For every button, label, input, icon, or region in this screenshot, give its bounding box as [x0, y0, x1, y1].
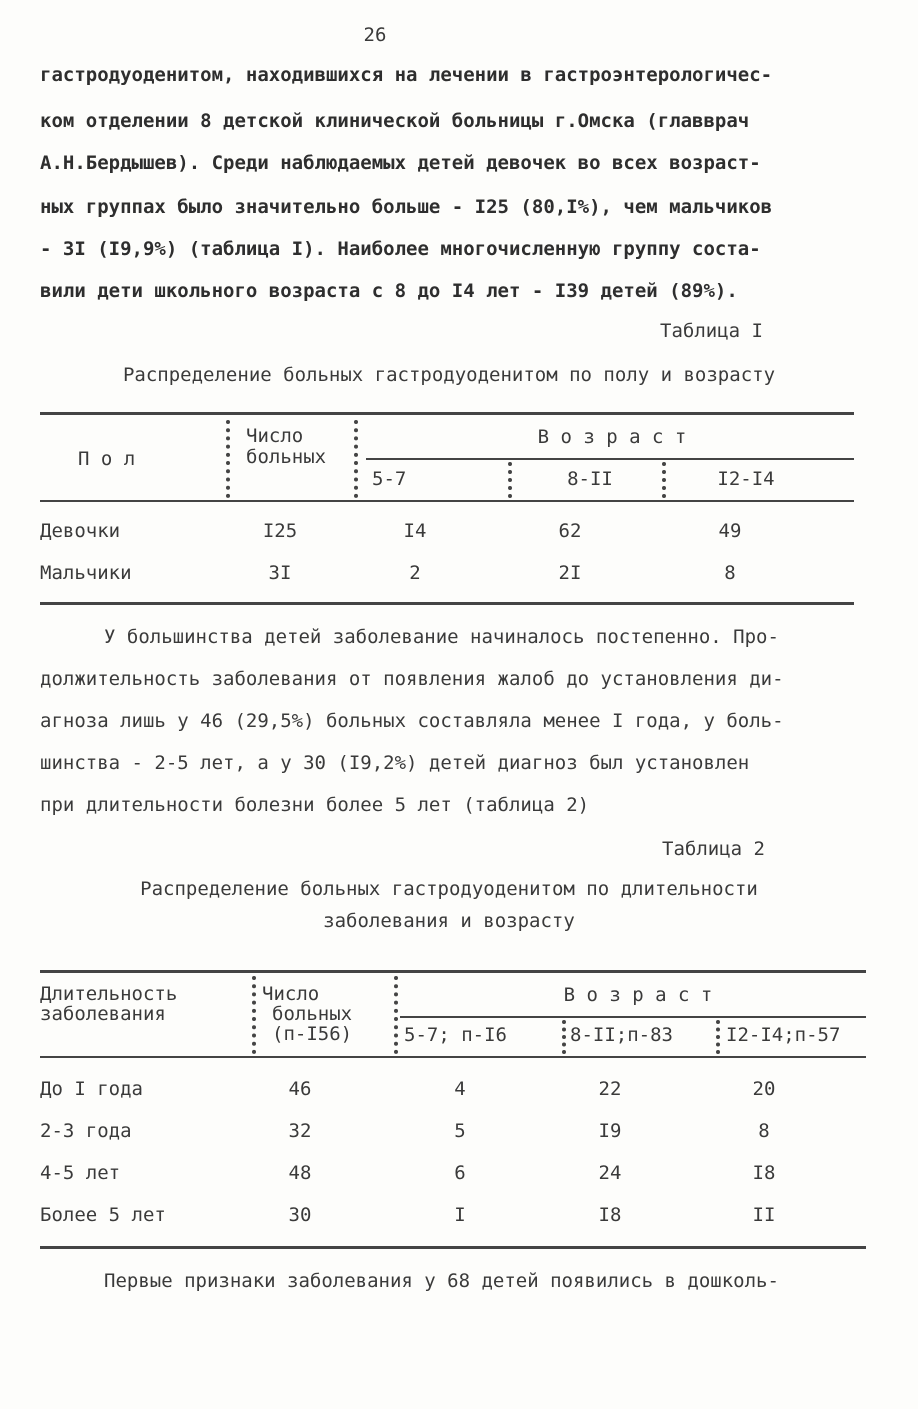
table-caption: Таблица I — [660, 320, 763, 342]
row-group-2: 2I — [558, 562, 582, 584]
text-line: должительность заболевания от появления жалоб до установления ди- — [40, 668, 784, 690]
age-group-2: 8-II;п-83 — [570, 1024, 673, 1046]
header-count-line2: больных — [272, 1003, 353, 1025]
separator-dots — [662, 462, 670, 498]
table-bottom-rule — [40, 1246, 866, 1249]
age-group-1: 5-7; п-I6 — [404, 1024, 507, 1046]
row-label: Девочки — [40, 520, 121, 542]
header-duration-line1: Длительность — [40, 983, 178, 1005]
row-count: 46 — [288, 1078, 312, 1100]
row-group-1: 2 — [409, 562, 421, 584]
text-line: гастродуоденитом, находившихся на лечении в гастроэнтерологичес- — [40, 64, 773, 86]
table-title-line2: заболевания и возрасту — [323, 910, 575, 932]
row-group-1: I4 — [403, 520, 427, 542]
header-rule — [40, 1056, 866, 1058]
table-title: Распределение больных гастродуоденитом по полу и возрасту — [122, 364, 776, 386]
table-top-rule — [40, 970, 866, 973]
row-group-1: I — [454, 1204, 466, 1226]
age-rule — [400, 1016, 866, 1018]
row-group-2: I8 — [598, 1204, 622, 1226]
row-group-3: 8 — [724, 562, 736, 584]
text-line: - 3I (I9,9%) (таблица I). Наиболее многочисленную группу соста- — [40, 238, 761, 260]
header-duration — [40, 984, 177, 1024]
row-group-1: 4 — [454, 1078, 466, 1100]
row-group-2: 62 — [558, 520, 582, 542]
separator-dots — [562, 1020, 570, 1054]
separator-dots — [226, 420, 234, 498]
row-group-2: I9 — [598, 1120, 622, 1142]
age-group-3: I2-I4 — [717, 468, 775, 490]
header-sex: П о л — [78, 448, 136, 470]
header-count-line1: Число — [246, 425, 304, 447]
age-rule — [366, 458, 854, 460]
separator-dots — [354, 420, 362, 498]
page-number: 26 — [363, 24, 387, 46]
header-count-line1: Число — [262, 983, 320, 1005]
row-group-1: 6 — [454, 1162, 466, 1184]
age-group-2: 8-II — [567, 468, 613, 490]
text-line: У большинства детей заболевание начиналось постепенно. Про- — [104, 626, 779, 648]
text-line: ком отделении 8 детской клинической больницы г.Омска (главврач — [40, 110, 750, 132]
text-line: А.Н.Бердышев). Среди наблюдаемых детей девочек во всех возраст- — [40, 152, 761, 174]
row-label: Мальчики — [40, 562, 132, 584]
table-bottom-rule — [40, 602, 854, 605]
row-group-3: I8 — [752, 1162, 776, 1184]
text-line: Первые признаки заболевания у 68 детей появились в дошколь- — [104, 1270, 779, 1292]
row-label: 4-5 лет — [40, 1162, 121, 1184]
row-group-3: 8 — [758, 1120, 770, 1142]
header-count — [262, 984, 352, 1044]
table-title-line1: Распределение больных гастродуоденитом по длительности — [140, 878, 758, 900]
header-count — [246, 426, 326, 468]
row-group-1: 5 — [454, 1120, 466, 1142]
text-line: ных группах было значительно больше - I25 (80,I%), чем мальчиков — [40, 196, 773, 218]
row-count: I25 — [262, 520, 298, 542]
text-line: агноза лишь у 46 (29,5%) больных составляла менее I года, у боль- — [40, 710, 784, 732]
row-count: 32 — [288, 1120, 312, 1142]
row-label: 2-3 года — [40, 1120, 132, 1142]
table-top-rule — [40, 412, 854, 415]
header-rule — [40, 500, 854, 502]
row-label: Более 5 лет — [40, 1204, 166, 1226]
age-group-1: 5-7 — [372, 468, 407, 490]
separator-dots — [508, 462, 516, 498]
row-label: До I года — [40, 1078, 143, 1100]
text-line: шинства - 2-5 лет, а у 30 (I9,2%) детей диагноз был установлен — [40, 752, 750, 774]
header-age: В о з р а с т — [563, 984, 713, 1006]
separator-dots — [716, 1020, 724, 1054]
row-group-2: 22 — [598, 1078, 622, 1100]
row-count: 3I — [268, 562, 292, 584]
header-age: В о з р а с т — [537, 426, 687, 448]
separator-dots — [252, 976, 260, 1054]
age-group-3: I2-I4;п-57 — [726, 1024, 841, 1046]
header-count-line3: (п-I56) — [272, 1023, 353, 1045]
row-group-3: II — [752, 1204, 776, 1226]
header-count-line2: больных — [246, 446, 327, 468]
row-group-2: 24 — [598, 1162, 622, 1184]
text-line: при длительности болезни более 5 лет (таблица 2) — [40, 794, 590, 816]
header-duration-line2: заболевания — [40, 1003, 166, 1025]
row-count: 30 — [288, 1204, 312, 1226]
text-line: вили дети школьного возраста с 8 до I4 лет - I39 детей (89%). — [40, 280, 738, 302]
separator-dots — [394, 976, 402, 1054]
row-group-3: 49 — [718, 520, 742, 542]
row-group-3: 20 — [752, 1078, 776, 1100]
row-count: 48 — [288, 1162, 312, 1184]
table-caption: Таблица 2 — [662, 838, 765, 860]
